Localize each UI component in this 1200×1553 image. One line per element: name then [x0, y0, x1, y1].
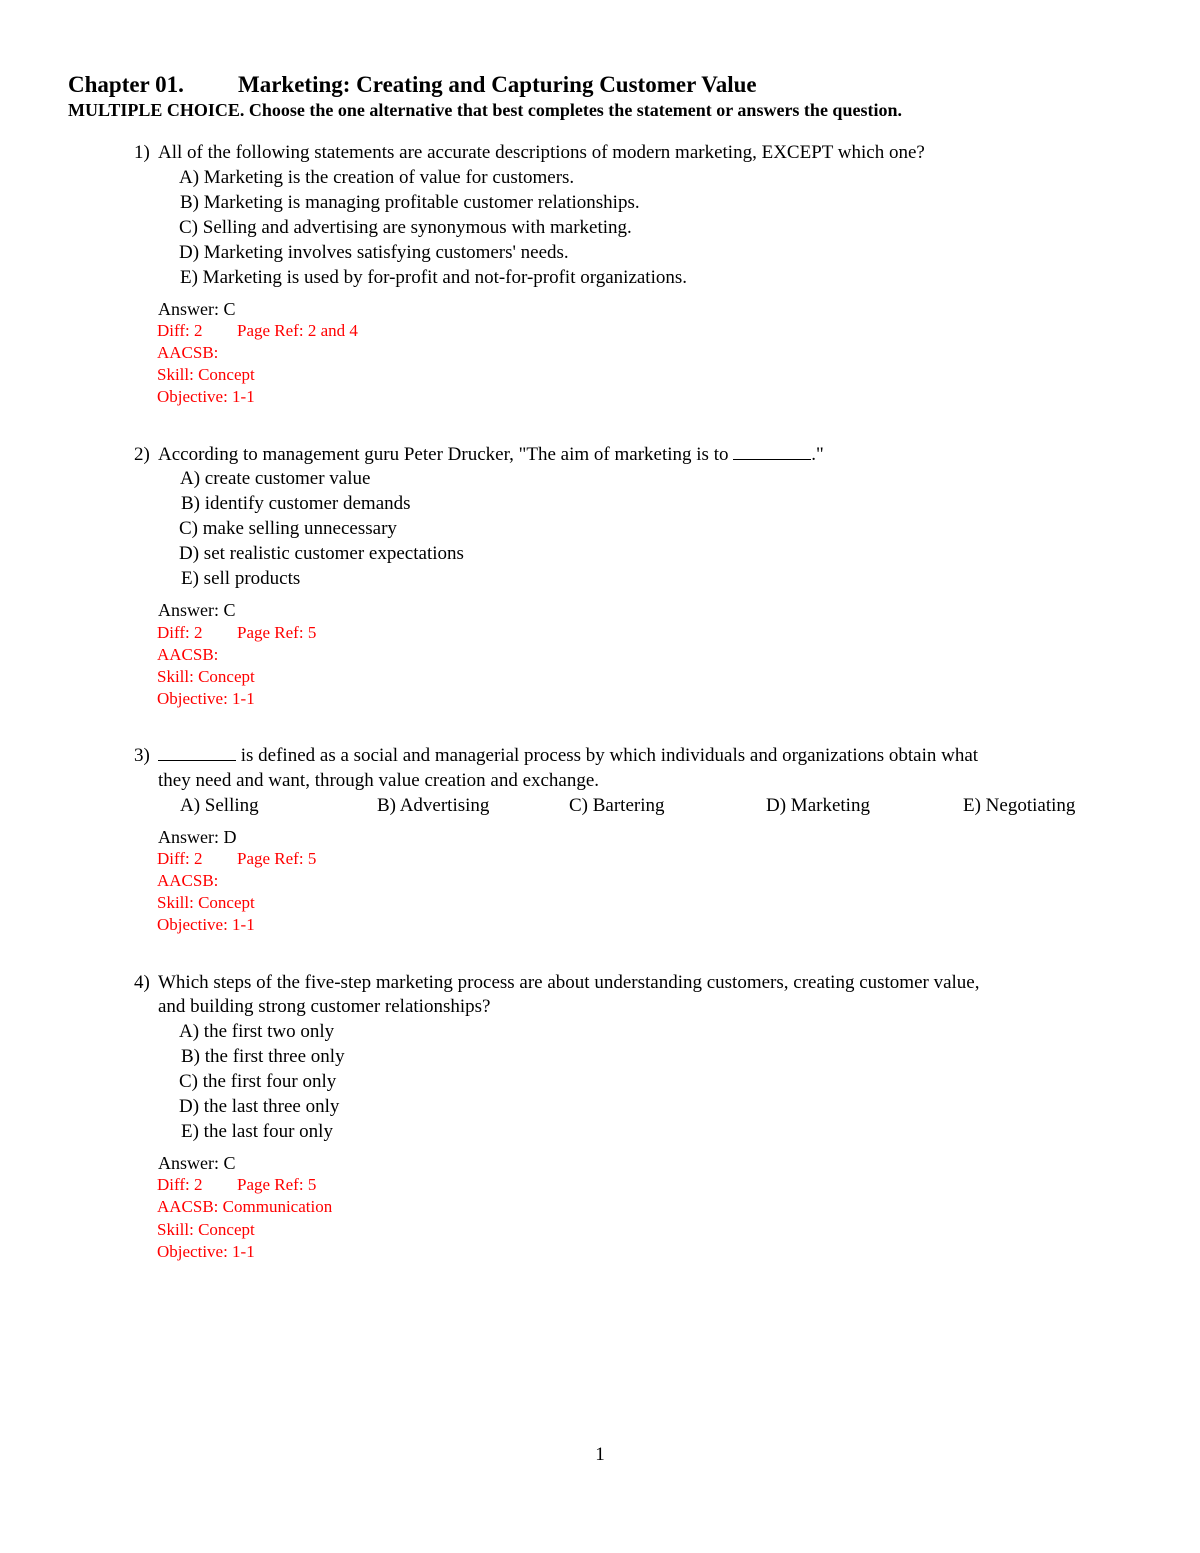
question-number: 4): [134, 972, 150, 993]
page-reference: Page Ref: 5: [237, 1175, 317, 1194]
option-a: A) Selling: [180, 795, 259, 816]
stem-text: According to management guru Peter Drucker, "The aim of marketing is to: [158, 444, 734, 465]
objective-line: Objective: 1-1: [157, 387, 255, 406]
question-stem-continued: they need and want, through value creation and exchange.: [158, 770, 600, 791]
objective-line: Objective: 1-1: [157, 915, 255, 934]
answer-blank: [733, 443, 811, 460]
question-stem-continued: and building strong customer relationships?: [158, 996, 491, 1017]
difficulty-line: [157, 622, 317, 644]
option-b: B) Marketing is managing profitable customer relationships.: [180, 192, 640, 213]
answer-line: Answer: C: [158, 1153, 236, 1173]
section-instructions: MULTIPLE CHOICE. Choose the one alternative that best completes the statement or answers the question.: [68, 100, 902, 120]
answer-line: Answer: C: [158, 600, 236, 620]
question-number: 3): [134, 745, 150, 766]
option-c: C) make selling unnecessary: [179, 518, 397, 539]
option-b: B) the first three only: [181, 1046, 345, 1067]
aacsb-line: AACSB:: [157, 645, 219, 664]
option-e: E) Marketing is used by for-profit and not-for-profit organizations.: [180, 267, 688, 288]
stem-text: is defined as a social and managerial process by which individuals and organizations obtain what: [236, 745, 979, 766]
difficulty: Diff: 2: [157, 321, 203, 340]
option-b: B) identify customer demands: [181, 493, 411, 514]
aacsb-line: AACSB:: [157, 343, 219, 362]
option-e: E) sell products: [181, 568, 301, 589]
page-number: 1: [595, 1444, 605, 1465]
difficulty-line: [157, 848, 317, 870]
page-reference: Page Ref: 2 and 4: [237, 321, 358, 340]
page-reference: Page Ref: 5: [237, 623, 317, 642]
skill-line: Skill: Concept: [157, 667, 255, 686]
option-a: A) Marketing is the creation of value for customers.: [179, 167, 575, 188]
question-stem: All of the following statements are accurate descriptions of modern marketing, EXCEPT which one?: [158, 142, 925, 163]
answer-line: Answer: C: [158, 299, 236, 319]
question-stem: [158, 442, 824, 467]
aacsb-line: AACSB: Communication: [157, 1197, 333, 1216]
chapter-number: Chapter 01.: [68, 72, 184, 97]
option-a: A) the first two only: [179, 1021, 335, 1042]
skill-line: Skill: Concept: [157, 893, 255, 912]
question-number: 2): [134, 444, 150, 465]
difficulty: Diff: 2: [157, 849, 203, 868]
aacsb-line: AACSB:: [157, 871, 219, 890]
difficulty-line: [157, 320, 358, 342]
skill-line: Skill: Concept: [157, 365, 255, 384]
difficulty-line: [157, 1174, 317, 1196]
objective-line: Objective: 1-1: [157, 1242, 255, 1261]
page-reference: Page Ref: 5: [237, 849, 317, 868]
difficulty: Diff: 2: [157, 1175, 203, 1194]
option-b: B) Advertising: [377, 795, 490, 816]
chapter-title: [68, 70, 757, 100]
stem-end: .": [811, 444, 824, 465]
answer-line: Answer: D: [158, 827, 237, 847]
option-c: C) Selling and advertising are synonymous with marketing.: [179, 217, 632, 238]
option-d: D) the last three only: [179, 1096, 340, 1117]
answer-blank: [158, 744, 236, 761]
option-d: D) Marketing involves satisfying customers' needs.: [179, 242, 569, 263]
option-e: E) Negotiating: [963, 795, 1076, 816]
option-a: A) create customer value: [180, 468, 371, 489]
option-c: C) Bartering: [569, 795, 665, 816]
question-stem: [158, 743, 978, 768]
question-stem: Which steps of the five-step marketing process are about understanding customers, creating customer value,: [158, 972, 980, 993]
option-e: E) the last four only: [181, 1121, 333, 1142]
chapter-name: Marketing: Creating and Capturing Customer Value: [238, 72, 757, 97]
option-d: D) set realistic customer expectations: [179, 543, 464, 564]
skill-line: Skill: Concept: [157, 1220, 255, 1239]
option-c: C) the first four only: [179, 1071, 337, 1092]
difficulty: Diff: 2: [157, 623, 203, 642]
option-d: D) Marketing: [766, 795, 870, 816]
objective-line: Objective: 1-1: [157, 689, 255, 708]
question-number: 1): [134, 142, 150, 163]
